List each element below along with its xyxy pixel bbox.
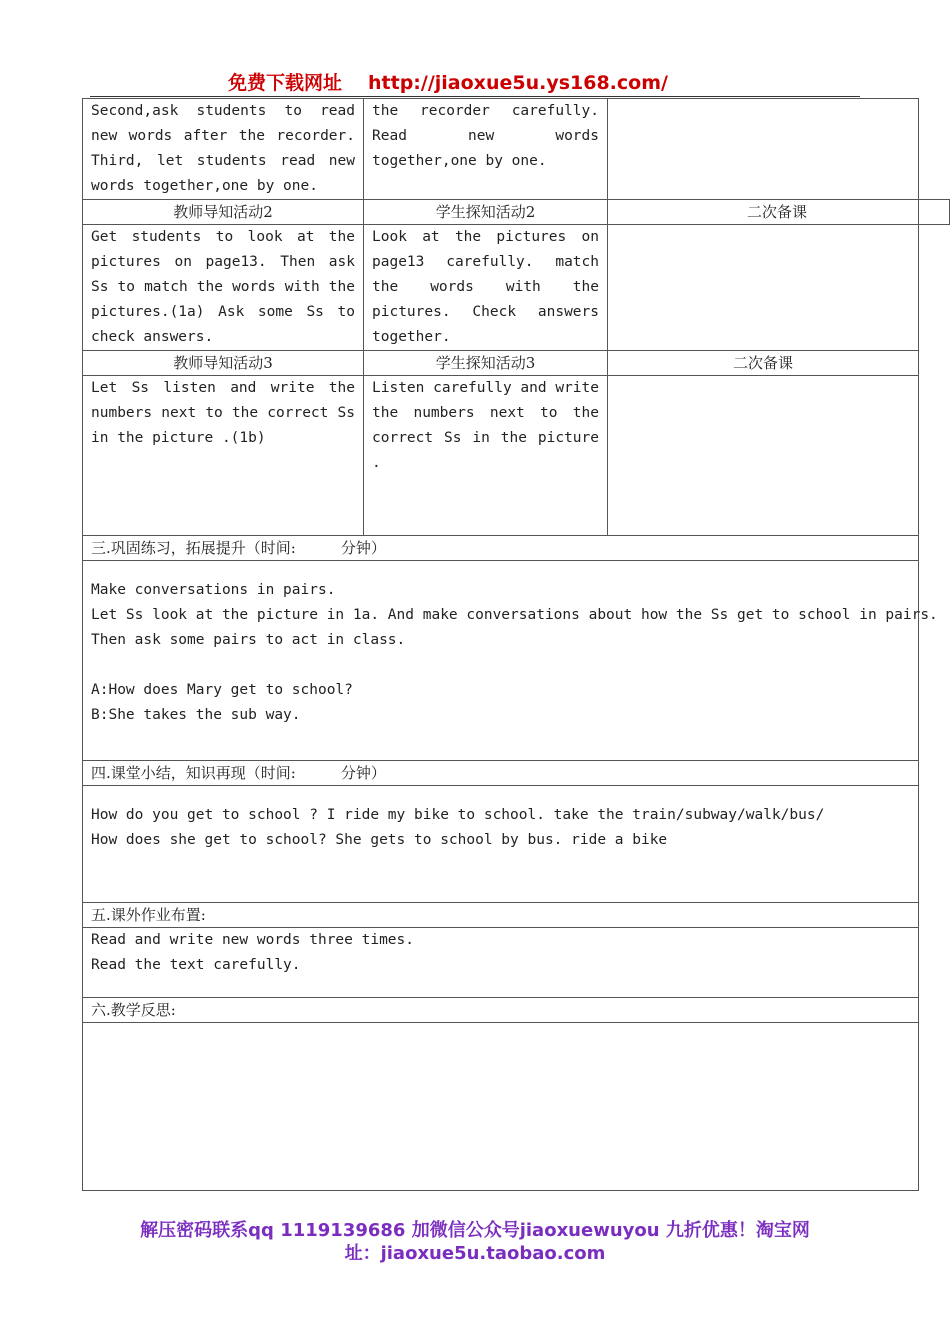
section-4-line: How do you get to school ? I ride my bike to school. take the train/subway/walk/bus/ xyxy=(91,807,825,823)
section-4-body xyxy=(83,786,919,903)
section-3-line: Let Ss look at the picture in 1a. And make conversations about how the Ss get to school in pairs. xyxy=(91,607,938,623)
teacher-activity-3-header: 教师导知活动3 xyxy=(83,351,364,376)
lesson-plan-table xyxy=(82,98,938,1191)
section-4-line: How does she get to school? She gets to school by bus. ride a bike xyxy=(91,832,668,848)
section-6-title: 六.教学反思: xyxy=(83,998,919,1023)
student-activity-2-cell xyxy=(364,225,608,351)
student-activity-2-header: 学生探知活动2 xyxy=(364,200,608,225)
second-prep-2-header: 二次备课 xyxy=(608,200,919,225)
second-prep-2-cell xyxy=(608,225,919,351)
student-activity-1-text: the recorder carefully. Read new words together,one by one. xyxy=(372,103,599,169)
section-5-line: Read the text carefully. xyxy=(91,957,301,973)
header-text xyxy=(228,68,668,95)
student-activity-3-cell xyxy=(364,376,608,536)
section-4-title: 四.课堂小结，知识再现（时间: 分钟） xyxy=(83,761,919,786)
section-5-title: 五.课外作业布置: xyxy=(83,903,919,928)
footer-line-1: 解压密码联系qq 1119139686 加微信公众号jiaoxuewuyou 九折优惠！淘宝网 xyxy=(140,1220,810,1241)
second-prep-1-cell xyxy=(608,99,919,200)
section-3-line: B:She takes the sub way. xyxy=(91,707,301,723)
teacher-activity-2-header: 教师导知活动2 xyxy=(83,200,364,225)
second-prep-3-cell xyxy=(608,376,919,536)
section-3-line: Then ask some pairs to act in class. xyxy=(91,632,406,648)
teacher-activity-1-text: Second,ask students to read new words after the recorder. Third, let students read new words together,one by one. xyxy=(91,103,355,194)
teacher-activity-2-text: Get students to look at the pictures on page13. Then ask Ss to match the words with the pictures.(1a) Ask some Ss to check answers. xyxy=(91,229,355,345)
section-3-body xyxy=(83,561,938,761)
teacher-activity-3-text: Let Ss listen and write the numbers next to the correct Ss in the picture .(1b) xyxy=(91,380,355,446)
page-header xyxy=(90,66,860,97)
header-url-link[interactable]: http://jiaoxue5u.ys168.com/ xyxy=(368,72,668,94)
section-3-line: A:How does Mary get to school? xyxy=(91,682,353,698)
section-3-title: 三.巩固练习，拓展提升（时间: 分钟） xyxy=(83,536,919,561)
teacher-activity-1-cell xyxy=(83,99,364,200)
student-activity-1-cell xyxy=(364,99,608,200)
footer-line-2: 址：jiaoxue5u.taobao.com xyxy=(344,1243,606,1264)
section-5-line: Read and write new words three times. xyxy=(91,932,415,948)
teacher-activity-3-cell xyxy=(83,376,364,536)
section-5-body xyxy=(83,928,919,998)
header-label: 免费下载网址 xyxy=(228,72,343,94)
second-prep-3-header: 二次备课 xyxy=(608,351,919,376)
teacher-activity-2-cell xyxy=(83,225,364,351)
student-activity-2-text: Look at the pictures on page13 carefully. match the words with the pictures. Check answers together. xyxy=(372,229,599,345)
student-activity-3-header: 学生探知活动3 xyxy=(364,351,608,376)
section-3-line xyxy=(91,653,910,678)
student-activity-3-text: Listen carefully and write the numbers next to the correct Ss in the picture . xyxy=(372,380,599,471)
section-6-body xyxy=(83,1023,919,1191)
section-3-line: Make conversations in pairs. xyxy=(91,582,336,598)
